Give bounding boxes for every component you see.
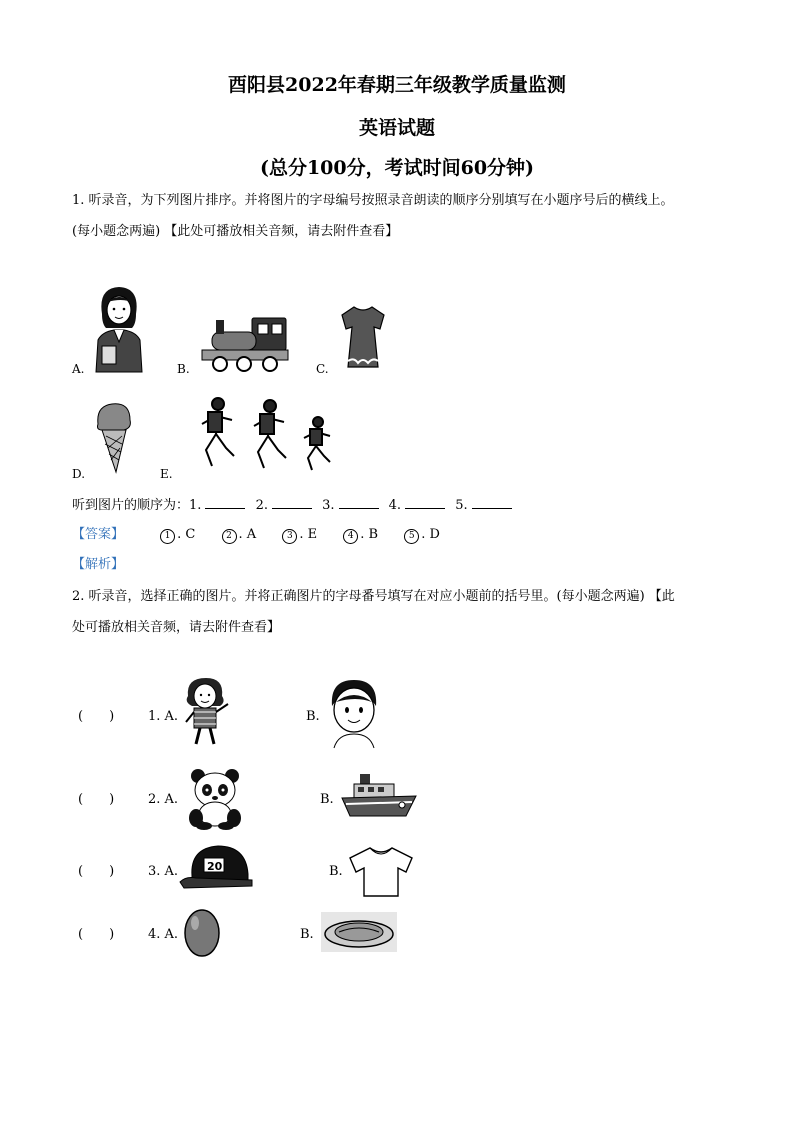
- q1-blank-label-4: 4.: [388, 498, 402, 513]
- plate-icon: [321, 912, 397, 952]
- q1-instruction-line1: 1. 听录音，为下列图片排序。并将图片的字母编号按照录音朗读的顺序分别填写在小题序号后的横线上。: [72, 193, 674, 208]
- q1-blank-label-2: 2.: [255, 498, 268, 513]
- exam-info: (总分100分，考试时间60分钟): [259, 157, 535, 179]
- answer-item-4: 4 . B: [343, 527, 378, 544]
- q1-answer-row: [72, 527, 462, 544]
- q1-blank-4[interactable]: [405, 496, 445, 509]
- q1-blank-label-5: 5.: [455, 498, 468, 513]
- answer-item-1: 1 . C: [160, 527, 195, 544]
- q2-item-1-paren[interactable]: ( ): [78, 709, 115, 724]
- q1-order-prompt: 听到图片的顺序为：: [72, 498, 190, 513]
- q1-option-d-label: D.: [72, 467, 86, 481]
- q2-instruction-line2: 处可播放相关音频，请去附件查看】: [72, 620, 281, 635]
- boy-face-icon: [326, 678, 382, 750]
- dress-icon: [340, 305, 386, 371]
- q1-option-a-label: A.: [72, 362, 85, 376]
- q2-item-2-num: 2. A.: [148, 792, 179, 807]
- egg-icon: [182, 908, 222, 958]
- q1-blank-label-3: 3.: [322, 498, 335, 513]
- q1-blank-5[interactable]: [472, 496, 512, 509]
- q2-item-1-num: 1. A.: [148, 709, 179, 724]
- answer-item-5: 5 . D: [404, 527, 440, 544]
- q2-item-3-b-label: B.: [329, 864, 343, 879]
- toy-train-icon: [198, 314, 292, 374]
- q2-item-2-b-label: B.: [320, 792, 334, 807]
- q2-item-2-paren[interactable]: ( ): [78, 792, 115, 807]
- cap-icon: [176, 842, 256, 890]
- q2-item-4-paren[interactable]: ( ): [78, 927, 115, 942]
- q1-order-line: [72, 496, 518, 514]
- q2-item-4-b-label: B.: [300, 927, 314, 942]
- q1-blank-3[interactable]: [339, 496, 379, 509]
- ice-cream-icon: [94, 400, 134, 474]
- analysis-tag: 【解析】: [72, 557, 125, 572]
- q1-option-e-label: E.: [160, 467, 173, 481]
- q2-item-4-num: 4. A.: [148, 927, 179, 942]
- q1-option-c-label: C.: [316, 362, 329, 376]
- q2-item-3-paren[interactable]: ( ): [78, 864, 115, 879]
- q2-instruction-line1: 2. 听录音，选择正确的图片。并将正确图片的字母番号填写在对应小题前的括号里。(每小题念两遍) 【此: [72, 589, 675, 604]
- panda-icon: [186, 768, 244, 830]
- answer-item-3: 3 . E: [282, 527, 317, 544]
- q2-item-3-num: 3. A.: [148, 864, 179, 879]
- running-kids-icon: [182, 394, 338, 476]
- q1-blank-2[interactable]: [272, 496, 312, 509]
- tshirt-icon: [348, 846, 414, 898]
- q2-item-1-b-label: B.: [306, 709, 320, 724]
- q1-blank-1[interactable]: [205, 496, 245, 509]
- page-title: 酉阳县2022年春期三年级教学质量监测: [228, 74, 566, 96]
- girl-icon: [180, 676, 232, 748]
- page-subtitle: 英语试题: [358, 117, 435, 139]
- answer-item-2: 2 . A: [222, 527, 257, 544]
- q1-option-b-label: B.: [177, 362, 190, 376]
- q1-blank-label-1: 1.: [189, 498, 202, 513]
- answer-tag: 【答案】: [72, 527, 125, 542]
- teacher-woman-icon: [92, 284, 146, 374]
- ship-icon: [340, 772, 418, 822]
- svg-text:20: 20: [207, 860, 223, 873]
- q1-instruction-line2: (每小题念两遍) 【此处可播放相关音频，请去附件查看】: [72, 224, 399, 239]
